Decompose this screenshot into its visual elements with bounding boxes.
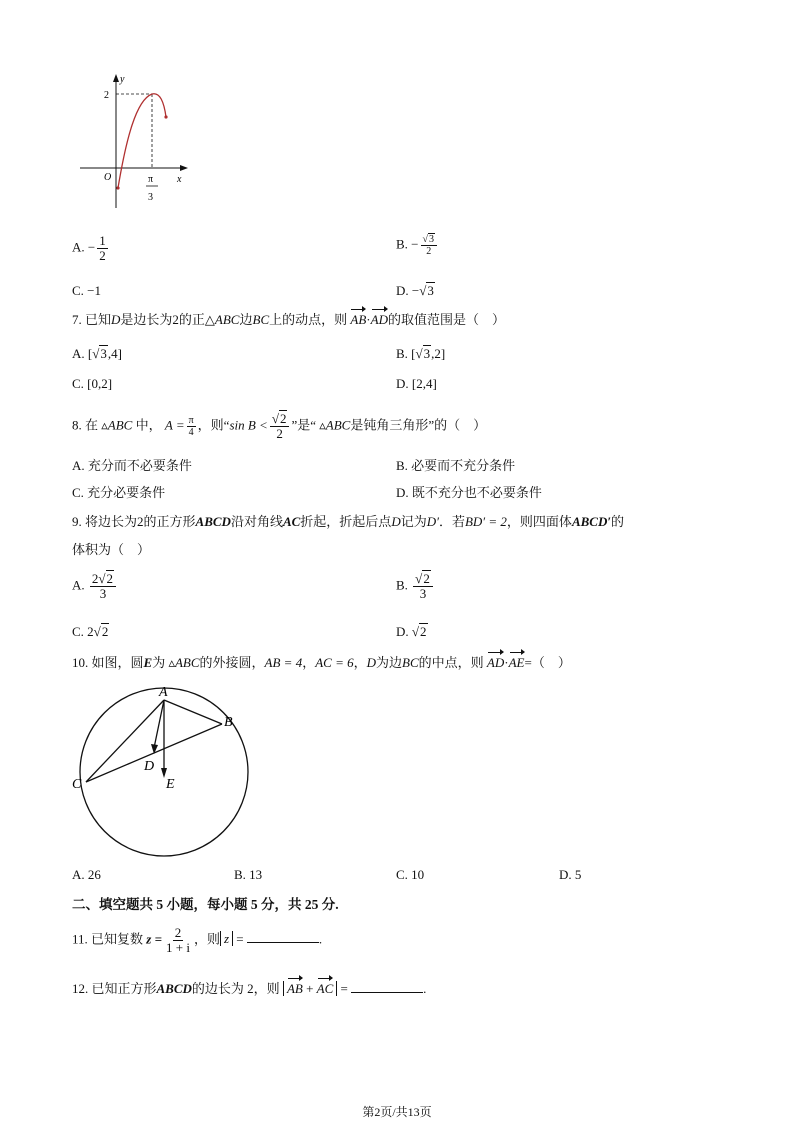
- x-axis-arrow: [180, 165, 188, 171]
- sine-graph-figure: [76, 70, 196, 210]
- curve-start-point: [116, 186, 119, 189]
- origin-label: O: [104, 172, 112, 183]
- label-d: D: [144, 759, 155, 774]
- q8-option-b[interactable]: B. 必要而不充分条件: [396, 458, 516, 473]
- q9-option-b[interactable]: B. $\frac{√2}{3}$: [396, 572, 435, 601]
- q9-option-a[interactable]: A. $\frac{2√2}{3}$: [72, 572, 118, 601]
- q8-option-a[interactable]: A. 充分而不必要条件: [72, 458, 192, 473]
- page-footer: 第2页/共13页: [362, 1105, 432, 1119]
- q9-option-c[interactable]: C. 2√2: [72, 624, 109, 639]
- y-tick-label: 2: [104, 90, 109, 101]
- q12-answer-blank[interactable]: [351, 980, 423, 993]
- x-tick-denominator: 3: [148, 192, 153, 203]
- q10-option-b[interactable]: B. 13: [234, 867, 263, 882]
- section-heading-fill-in: 二、填空题共 5 小题，每小题 5 分，共 25 分.: [72, 897, 339, 912]
- x-axis-label: x: [177, 174, 182, 185]
- label-e: E: [166, 777, 175, 792]
- q6-option-b[interactable]: B. − $\frac{√3}{2}$: [396, 234, 439, 257]
- q12-stem: 12. 已知正方形ABCD的边长为 2，则 AB + AC = .: [72, 981, 427, 996]
- q8-stem: 8. 在 ▵ABC 中， A = $\frac{\pi}{4}$ ，则“sin B < $\frac{√2}{2}$ ”是“ ▵ABC是钝角三角形”的（ ）: [72, 411, 487, 441]
- q10-stem: 10. 如图，圆E为 ▵ABC的外接圆，AB = 4，AC = 6，D为边BC的中点，则 AD·AE=（ ）: [72, 655, 571, 670]
- x-tick-numerator: π: [148, 174, 154, 185]
- y-axis-label: y: [120, 74, 125, 85]
- q7-option-b[interactable]: B. [√3,2]: [396, 346, 446, 361]
- q7-option-c[interactable]: C. [0,2]: [72, 376, 113, 391]
- curve: [118, 94, 166, 188]
- q8-option-c[interactable]: C. 充分必要条件: [72, 485, 166, 500]
- y-axis-arrow: [113, 74, 119, 82]
- vector-ad-arrow: [151, 744, 158, 754]
- q7-option-d[interactable]: D. [2,4]: [396, 376, 437, 391]
- q6-option-c[interactable]: C. −1: [72, 283, 102, 298]
- q9-stem-line2: 体积为（ ）: [72, 542, 151, 557]
- q9-option-d[interactable]: D. √2: [396, 624, 427, 639]
- q11-answer-blank[interactable]: [247, 930, 319, 943]
- q11-stem: 11. 已知复数 z = $\frac{2}{1 + i}$ ，则 z = .: [72, 925, 323, 955]
- label-b: B: [224, 715, 233, 730]
- vector-ad: [154, 700, 164, 748]
- circumcircle-figure: [66, 676, 266, 866]
- q10-option-c[interactable]: C. 10: [396, 867, 425, 882]
- q8-option-d[interactable]: D. 既不充分也不必要条件: [396, 485, 542, 500]
- label-a: A: [159, 685, 168, 700]
- q10-option-a[interactable]: A. 26: [72, 867, 101, 882]
- q7-option-a[interactable]: A. [√3,4]: [72, 346, 122, 361]
- curve-end-point: [164, 115, 167, 118]
- q6-option-d[interactable]: D. −√3: [396, 283, 434, 298]
- q9-stem-line1: 9. 将边长为2的正方形ABCD沿对角线AC折起，折起后点D记为D′．若BD′ = 2，则四面体ABCD′的: [72, 514, 625, 529]
- q6-option-a[interactable]: A. − $\frac{1}{2}$: [72, 233, 106, 263]
- q7-stem: 7. 已知D是边长为2的正△ABC边BC上的动点，则 AB·AD的取值范围是（ ）: [72, 312, 505, 327]
- label-c: C: [72, 777, 82, 792]
- q10-option-d[interactable]: D. 5: [559, 867, 582, 882]
